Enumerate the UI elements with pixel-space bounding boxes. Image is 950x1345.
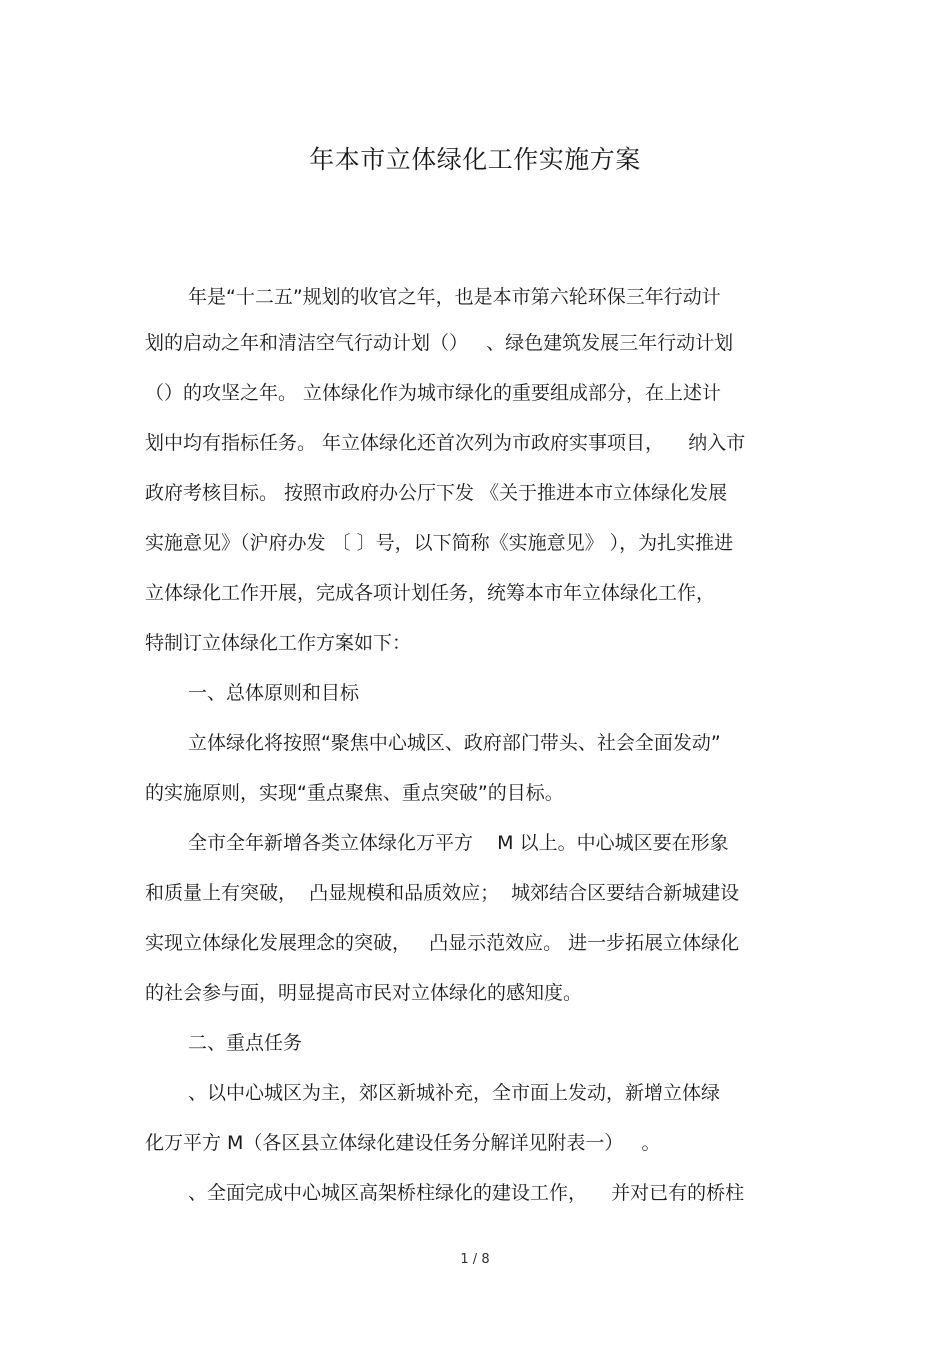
page-number: 1 / 8: [460, 1252, 490, 1267]
body-line: 全市全年新增各类立体绿化万平方 M 以上。中心城区要在形象: [188, 832, 729, 854]
body-line: 实施意见》（沪府办发 〔 〕号，以下简称《实施意见》 ），为扎实推进: [145, 532, 734, 554]
body-line: 实现立体绿化发展理念的突破， 凸显示范效应。 进一步拓展立体绿化: [145, 932, 740, 954]
body-line: 、以中心城区为主，郊区新城补充，全市面上发动，新增立体绿: [188, 1082, 721, 1104]
body-line: 划的启动之年和清洁空气行动计划（） 、绿色建筑发展三年行动计划: [145, 332, 734, 354]
body-line: 、全面完成中心城区高架桥柱绿化的建设工作， 并对已有的桥柱: [188, 1182, 745, 1204]
section-heading: 一、总体原则和目标: [188, 682, 360, 704]
body-line: 划中均有指标任务。 年立体绿化还首次列为市政府实事项目， 纳入市: [145, 432, 746, 454]
body-line: （）的攻坚之年。 立体绿化作为城市绿化的重要组成部分，在上述计: [145, 382, 722, 404]
body-line: 政府考核目标。 按照市政府办公厅下发 《关于推进本市立体绿化发展: [145, 482, 728, 504]
body-line: 立体绿化工作开展，完成各项计划任务，统筹本市年立体绿化工作，: [145, 582, 716, 604]
body-line: 和质量上有突破， 凸显规模和品质效应； 城郊结合区要结合新城建设: [145, 882, 740, 904]
body-line: 的社会参与面，明显提高市民对立体绿化的感知度。: [145, 982, 583, 1004]
body-line: 立体绿化将按照“聚焦中心城区、政府部门带头、社会全面发动”: [188, 732, 721, 754]
section-heading: 二、重点任务: [188, 1032, 303, 1054]
body-line: 化万平方 M（各区县立体绿化建设任务分解详见附表一） 。: [145, 1132, 661, 1154]
document-title: 年本市立体绿化工作实施方案: [309, 145, 641, 174]
body-line: 特制订立体绿化工作方案如下：: [145, 632, 412, 654]
body-line: 年是“十二五”规划的收官之年，也是本市第六轮环保三年行动计: [188, 286, 721, 308]
body-line: 的实施原则，实现“重点聚焦、重点突破”的目标。: [145, 782, 564, 804]
